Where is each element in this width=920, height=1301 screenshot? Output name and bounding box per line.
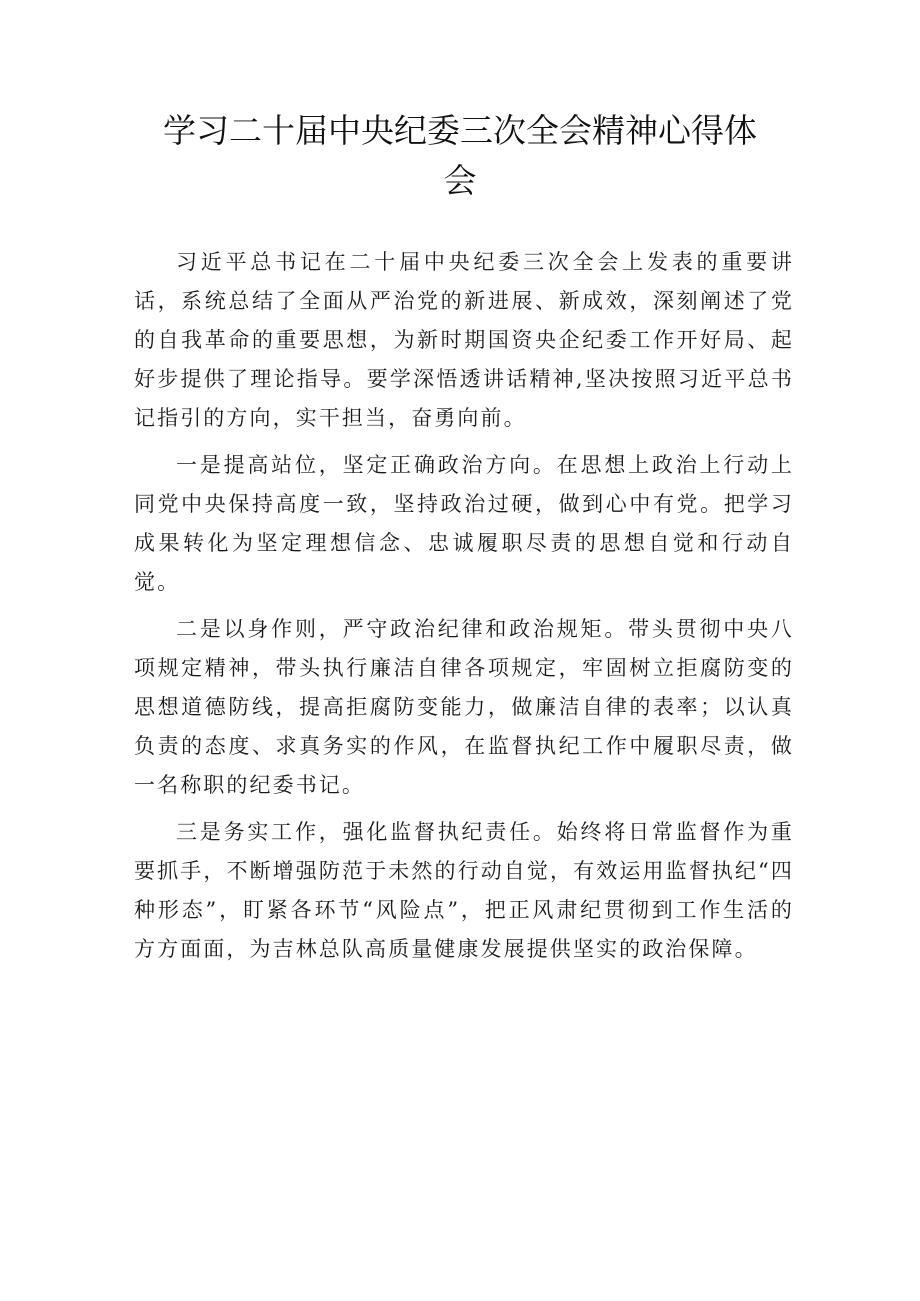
paragraph-point-1: 一是提高站位，坚定正确政治方向。在思想上政治上行动上同党中央保持高度一致，坚持政治过硬，做到心中有党。把学习成果转化为坚定理想信念、忠诚履职尽责的思想自觉和行动自觉。 (134, 453, 794, 594)
document-body (134, 243, 794, 977)
paragraph-intro: 习近平总书记在二十届中央纪委三次全会上发表的重要讲话，系统总结了全面从严治党的新进展、新成效，深刻阐述了党的自我革命的重要思想，为新时期国资央企纪委工作开好局、起好步提供了理论指导。要学深悟透讲话精神,坚决按照习近平总书记指引的方向，实干担当，奋勇向前。 (134, 250, 794, 430)
document-title (150, 106, 770, 206)
paragraph-point-3: 三是务实工作，强化监督执纪责任。始终将日常监督作为重要抓手，不断增强防范于未然的行动自觉，有效运用监督执纪“四种形态”，盯紧各环节“风险点”，把正风肃纪贯彻到工作生活的方方面面，为吉林总队高质量健康发展提供坚实的政治保障。 (134, 820, 794, 961)
paragraph-point-2: 二是以身作则，严守政治纪律和政治规矩。带头贯彻中央八项规定精神，带头执行廉洁自律各项规定，牢固树立拒腐防变的思想道德防线，提高拒腐防变能力，做廉洁自律的表率；以认真负责的态度、求真务实的作风，在监督执纪工作中履职尽责，做一名称职的纪委书记。 (134, 617, 794, 797)
title-line-2: 会 (443, 161, 477, 200)
title-line-1: 学习二十届中央纪委三次全会精神心得体 (163, 111, 757, 150)
